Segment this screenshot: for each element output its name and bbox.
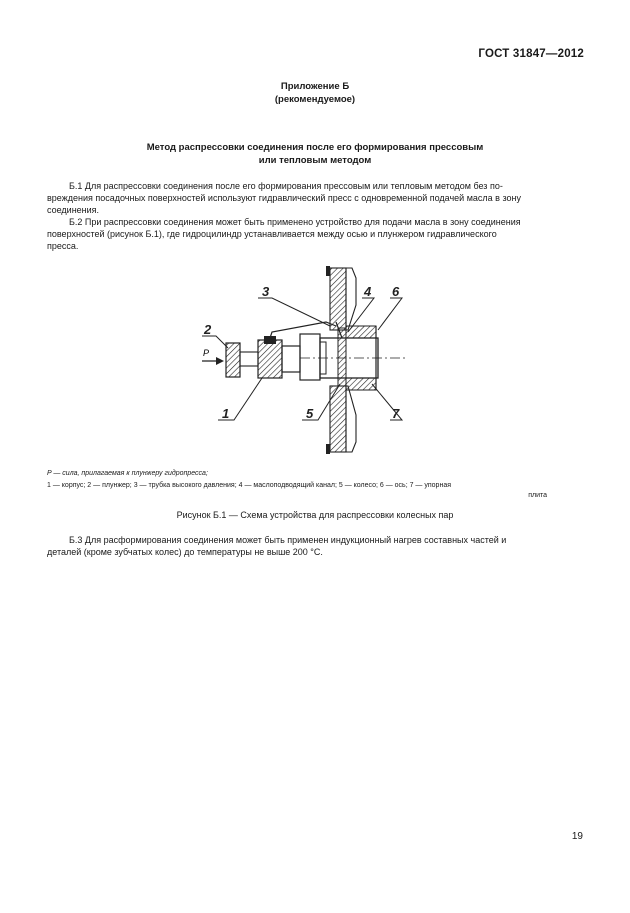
paragraph-line: пресса. bbox=[47, 241, 79, 252]
label-6: 6 bbox=[392, 284, 400, 299]
figure-legend-line-3: плита bbox=[528, 492, 547, 499]
section-title-line-1: Метод распрессовки соединения после его формирования прессовым bbox=[146, 142, 484, 153]
figure-legend-line-2: 1 — корпус; 2 — плунжер; 3 — трубка высокого давления; 4 — маслоподводящий канал; 5 — колесо; 6 — ось; 7 — упорная bbox=[47, 482, 452, 489]
paragraph-line: деталей (кроме зубчатых колес) до температуры не выше 200 °С. bbox=[47, 547, 323, 558]
annex-title: Приложение Б bbox=[280, 81, 350, 92]
force-label: P bbox=[203, 348, 210, 358]
label-7: 7 bbox=[392, 406, 400, 421]
section-title-line-2: или тепловым методом bbox=[258, 155, 372, 166]
document-header: ГОСТ 31847—2012 bbox=[478, 48, 584, 60]
label-4: 4 bbox=[364, 284, 372, 299]
paragraph-line: Б.3 Для расформирования соединения может быть применен индукционный нагрев составных частей и bbox=[69, 535, 507, 545]
force-arrow bbox=[202, 357, 224, 365]
figure-legend-line-1: P — сила, прилагаемая к плунжеру гидропресса; bbox=[47, 470, 208, 477]
label-3: 3 bbox=[262, 284, 270, 299]
label-1: 1 bbox=[222, 406, 230, 421]
stop-plate bbox=[300, 334, 326, 380]
paragraph-line: Б.1 Для распрессовки соединения после его формирования прессовым или тепловым методом без по- bbox=[69, 181, 503, 191]
paragraph-line: вреждения посадочных поверхностей используют гидравлический пресс с одновременной подачей масла в зону bbox=[47, 193, 521, 204]
paragraph-line: соединения. bbox=[47, 205, 100, 216]
wheel bbox=[326, 266, 356, 454]
paragraph-b3 bbox=[47, 534, 583, 558]
annex-status: (рекомендуемое) bbox=[274, 94, 356, 105]
figure-caption: Рисунок Б.1 — Схема устройства для распрессовки колесных пар bbox=[176, 510, 454, 520]
paragraph-line: поверхностей (рисунок Б.1), где гидроцилиндр устанавливается между осью и плунжером гидравлического bbox=[47, 229, 497, 240]
housing-and-plunger bbox=[226, 336, 300, 378]
label-2: 2 bbox=[204, 322, 212, 337]
paragraph-line: Б.2 При распрессовки соединения может быть применено устройство для подачи масла в зону соединения bbox=[69, 217, 521, 227]
label-5: 5 bbox=[306, 406, 314, 421]
page-number: 19 bbox=[571, 831, 583, 842]
